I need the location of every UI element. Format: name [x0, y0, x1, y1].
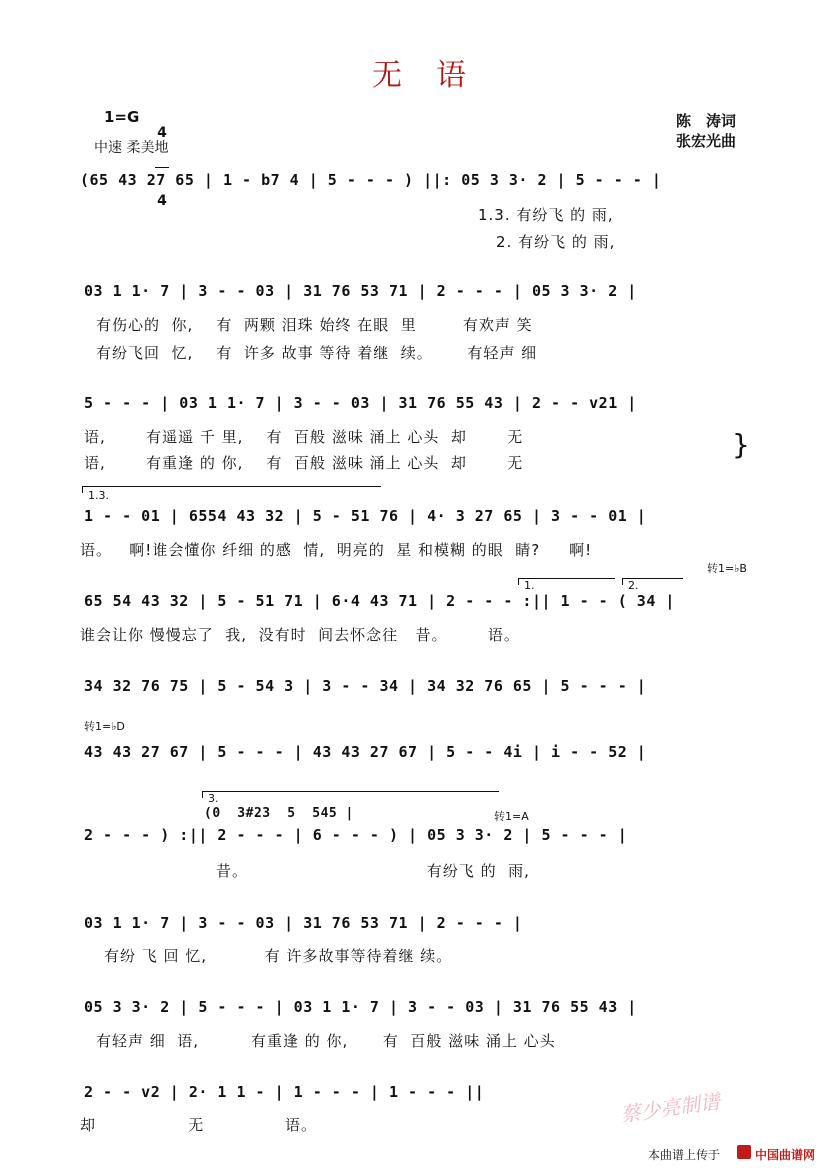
upload-note: 本曲谱上传于	[648, 1148, 721, 1162]
verse-brace: }	[732, 428, 750, 461]
arranger-watermark: 蔡少亮制谱	[619, 1089, 722, 1127]
notation-line-2: 03 1 1· 7 | 3 - - 03 | 31 76 53 71 | 2 - - - | 05 3 3· 2 |	[84, 282, 637, 300]
time-signature-bottom: 4	[157, 193, 167, 209]
time-signature	[155, 101, 169, 221]
lyric-line-4: 语。 啊!谁会懂你 纤细 的感 情, 明亮的 星 和模糊 的眼 睛? 啊!	[80, 541, 593, 559]
inline-notation: (0 3#23 5 545 |	[204, 806, 354, 821]
modulation-to-db: 转1=♭D	[84, 720, 125, 733]
notation-line-10: 05 3 3· 2 | 5 - - - | 03 1 1· 7 | 3 - - 03 | 31 76 55 43 |	[84, 998, 637, 1016]
site-logo-icon	[737, 1145, 751, 1159]
site-name[interactable]: 中国曲谱网	[755, 1148, 816, 1162]
key-signature: 1=G	[104, 108, 140, 126]
lyric-line-9: 有纷 飞 回 忆, 有 许多故事等待着继 续。	[104, 947, 453, 965]
notation-line-9: 03 1 1· 7 | 3 - - 03 | 31 76 53 71 | 2 - - - |	[84, 914, 523, 932]
volta-label-1: 1.	[524, 579, 535, 592]
notation-line-11: 2 - - v2 | 2· 1 1 - | 1 - - - | 1 - - - ||	[84, 1083, 485, 1101]
volta-label-2: 2.	[628, 579, 639, 592]
notation-line-7: 43 43 27 67 | 5 - - - | 43 43 27 67 | 5 - - 4i | i - - 52 |	[84, 743, 647, 761]
tempo-marking: 中速 柔美地	[94, 140, 169, 156]
modulation-to-a: 转1=A	[494, 810, 529, 823]
lyric-line-11: 却 无 语。	[80, 1116, 318, 1134]
volta-label-3: 3.	[208, 792, 219, 805]
composer-credit: 张宏光曲	[676, 132, 737, 150]
lyric-line-3-verse-b: 语, 有重逢 的 你, 有 百般 滋味 涌上 心头 却 无	[84, 454, 524, 472]
notation-line-1: (65 43 27 65 | 1 - b7 4 | 5 - - - ) ||: 05 3 3· 2 | 5 - - - |	[80, 171, 662, 189]
lyric-line-1-verse-b: 2. 有纷飞 的 雨,	[496, 233, 616, 251]
time-signature-top: 4	[157, 125, 167, 141]
notation-line-5: 65 54 43 32 | 5 - 51 71 | 6·4 43 71 | 2 - - - :|| 1 - - ( 34 |	[84, 592, 675, 610]
lyricist-credit: 陈 涛词	[676, 112, 737, 130]
modulation-to-bb: 转1=♭B	[707, 562, 747, 575]
song-title: 无 语	[372, 58, 468, 93]
volta-label-1-3: 1.3.	[88, 489, 109, 502]
notation-line-8: 2 - - - ) :|| 2 - - - | 6 - - - ) | 05 3 3· 2 | 5 - - - |	[84, 826, 628, 844]
lyric-line-5: 谁会让你 慢慢忘了 我, 没有时 间去怀念往 昔。 语。	[80, 626, 520, 644]
volta-bracket-1-3	[82, 486, 381, 493]
lyric-line-1-verse-a: 1.3. 有纷飞 的 雨,	[478, 206, 614, 224]
lyric-line-2-verse-b: 有纷飞回 忆, 有 许多 故事 等待 着继 续。 有轻声 细	[96, 344, 538, 362]
lyric-line-8: 昔。 有纷飞 的 雨,	[216, 862, 530, 880]
lyric-line-3-verse-a: 语, 有遥遥 千 里, 有 百般 滋味 涌上 心头 却 无	[84, 428, 524, 446]
notation-line-3: 5 - - - | 03 1 1· 7 | 3 - - 03 | 31 76 55 43 | 2 - - v21 |	[84, 394, 637, 412]
volta-bracket-3	[202, 791, 499, 798]
lyric-line-2-verse-a: 有伤心的 你, 有 两颗 泪珠 始终 在眼 里 有欢声 笑	[96, 316, 533, 334]
notation-line-6: 34 32 76 75 | 5 - 54 3 | 3 - - 34 | 34 32 76 65 | 5 - - - |	[84, 677, 647, 695]
notation-line-4: 1 - - 01 | 6554 43 32 | 5 - 51 76 | 4· 3 27 65 | 3 - - 01 |	[84, 507, 647, 525]
lyric-line-10: 有轻声 细 语, 有重逢 的 你, 有 百般 滋味 涌上 心头	[96, 1032, 556, 1050]
